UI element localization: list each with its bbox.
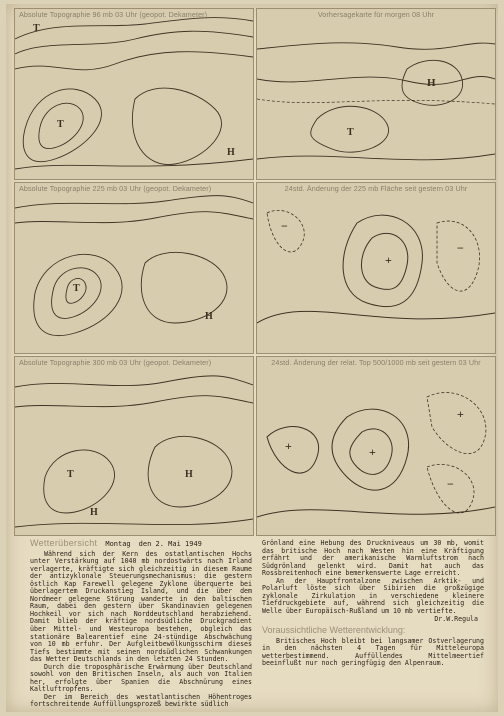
- weather-overview-continued: [262, 540, 484, 668]
- contour-lines: [15, 9, 253, 179]
- overview-paragraph: Während sich der Kern des ostatlantischen Hochs unter Verstärkung auf 1040 mb nordostwärts nach Irland verlagerte, kräftigte sich gleichzeitig in diesem Raume der antizyklonale Steuerungsmechanismus: die gestern östlich Kap Farewell gelegene Zyklone überquerte bei überlagertem Druckanstieg Island, und die über dem Nordmeer gelegene Störung wanderte in den baltischen Raum, dabei den gestern über Skandinavien gelegenen Hochkeil vor sich nach Norddeutschland herabziehend. Damit blieb der kräftige nordsüdliche Druckgradient über Mittel- und Westeuropa bestehen, obgleich das stationäre Balearentief eine 24-stündige Abschwächung von 10 mb erfuhr. Der Aufgleitbewölkungsschirm dieses Tiefs bestimmte mit seinen nordsüdlichen Schwankungen das Wetter Deutschlands in den letzten 24 Stunden.: [30, 549, 252, 664]
- map-title: Absolute Topographie 225 mb 03 Uhr (geopot. Dekameter): [19, 184, 212, 193]
- map-forecast: [256, 8, 496, 180]
- map-title: Absolute Topographie 300 mb 03 Uhr (geopot. Dekameter): [19, 358, 212, 367]
- overview-paragraph: Grönland eine Hebung des Druckniveaus um 30 mb, womit das britische Hoch nach Westen hin eine Kräftigung erfährt und der amerikanische Warmluftstrom nach Südgrönland gelenkt wird. Damit hat auch das Rossbreitenhoch eine bemerkenswerte Lage erreicht.: [262, 539, 484, 578]
- map-title: Absolute Topographie 96 mb 03 Uhr (geopot. Dekameter): [19, 10, 208, 19]
- low-mark: T: [73, 283, 80, 294]
- map-title: 24std. Änderung der relat. Top 500/1000 mb seit gestern 03 Uhr: [271, 358, 481, 367]
- map-title: 24std. Änderung der 225 mb Fläche seit gestern 03 Uhr: [284, 184, 468, 193]
- overview-heading: Wetterübersicht: [30, 538, 98, 548]
- low-mark: T: [57, 119, 64, 130]
- plus-mark: +: [285, 439, 292, 453]
- date: den 2. Mai 1949: [138, 540, 202, 548]
- overview-paragraph: Durch die troposphärische Erwärmung über Deutschland sowohl von den Britischen Inseln, als auch von Italien her, erfolgte über Spanien die Abschnürung eines Kaltluftropfens.: [30, 662, 252, 694]
- contour-lines: [257, 183, 495, 353]
- outlook-heading: Voraussichtliche Wetterentwicklung:: [262, 625, 406, 636]
- low-mark: T: [347, 127, 354, 138]
- weather-overview: [30, 540, 252, 709]
- contour-lines: [15, 183, 253, 353]
- overview-paragraph: An der Hauptfrontalzone zwischen Arktik- und Polarluft löste sich über Sibirien die großzügige zyklonale Zirkulation in verschiedene kleinere Tiefdruckgebiete auf, während sich gleichzeitig die Welle über Europäisch-Rußland um 10 mb vertiefte.: [262, 576, 484, 615]
- plus-mark: +: [457, 407, 464, 421]
- outlook-paragraph: Britisches Hoch bleibt bei langsamer Ostverlagerung in den nächsten 4 Tagen für Mitteleuropa wetterbestimmend. Auffüllendes Mittelmeertief beeinflußt nur noch geringfügig den Alpenraum.: [262, 636, 484, 668]
- minus-mark: −: [447, 477, 454, 491]
- contour-lines: [15, 357, 253, 535]
- map-300mb: [14, 356, 254, 536]
- plus-mark: +: [369, 445, 376, 459]
- author-signature: Dr.W.Regula: [434, 615, 478, 624]
- newspaper-page: [6, 4, 498, 712]
- low-mark: T: [33, 23, 40, 34]
- high-mark: H: [205, 311, 213, 322]
- high-mark: H: [90, 507, 98, 518]
- contour-lines: [257, 357, 495, 535]
- minus-mark: −: [457, 241, 464, 255]
- plus-mark: +: [385, 253, 392, 267]
- overview-paragraph: Der im Bereich des westatlantischen Höhentroges fortschreitende Auffüllungsprozeß bewirkte südlich: [30, 692, 252, 709]
- contour-lines: [257, 9, 495, 179]
- high-mark: H: [185, 469, 193, 480]
- high-mark: H: [227, 147, 235, 158]
- overview-header: [30, 540, 252, 549]
- high-mark: H: [427, 77, 436, 89]
- map-500-1000-change: [256, 356, 496, 536]
- map-96mb: [14, 8, 254, 180]
- map-title: Vorhersagekarte für morgen 08 Uhr: [317, 10, 435, 19]
- map-225mb-change: [256, 182, 496, 354]
- minus-mark: −: [281, 219, 288, 233]
- map-225mb: [14, 182, 254, 354]
- low-mark: T: [67, 469, 74, 480]
- weekday: Montag: [105, 540, 131, 548]
